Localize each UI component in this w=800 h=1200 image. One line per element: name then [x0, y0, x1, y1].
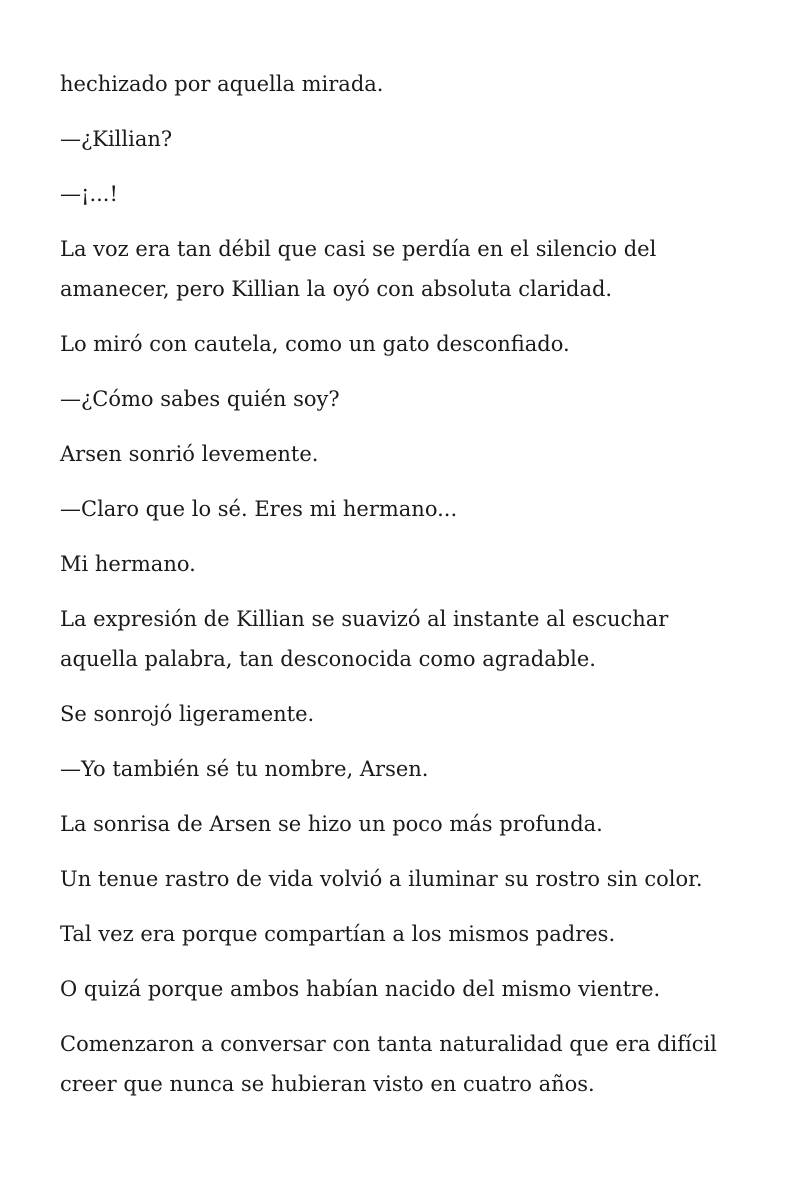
paragraph: hechizado por aquella mirada. [60, 72, 384, 96]
paragraph: —¿Killian? [60, 127, 173, 151]
paragraph: La sonrisa de Arsen se hizo un poco más profunda. [60, 812, 603, 836]
paragraph: —Yo también sé tu nombre, Arsen. [60, 757, 429, 781]
paragraph: —Claro que lo sé. Eres mi hermano... [60, 497, 458, 521]
paragraph: La voz era tan débil que casi se perdía en el silencio del amanecer, pero Killian la oyó con absoluta claridad. [60, 237, 657, 301]
reading-page [60, 64, 750, 1119]
paragraph: Un tenue rastro de vida volvió a iluminar su rostro sin color. [60, 867, 703, 891]
paragraph: Comenzaron a conversar con tanta naturalidad que era difícil creer que nunca se hubieran visto en cuatro años. [60, 1032, 717, 1096]
paragraph: La expresión de Killian se suavizó al instante al escuchar aquella palabra, tan desconocida como agradable. [60, 607, 669, 671]
paragraph: Arsen sonrió levemente. [60, 442, 319, 466]
paragraph: Mi hermano. [60, 552, 196, 576]
paragraph: Tal vez era porque compartían a los mismos padres. [60, 922, 616, 946]
paragraph: O quizá porque ambos habían nacido del mismo vientre. [60, 977, 661, 1001]
paragraph: —¿Cómo sabes quién soy? [60, 387, 340, 411]
paragraph: Se sonrojó ligeramente. [60, 702, 315, 726]
paragraph: Lo miró con cautela, como un gato desconfiado. [60, 332, 570, 356]
paragraph: —¡...! [60, 182, 118, 206]
